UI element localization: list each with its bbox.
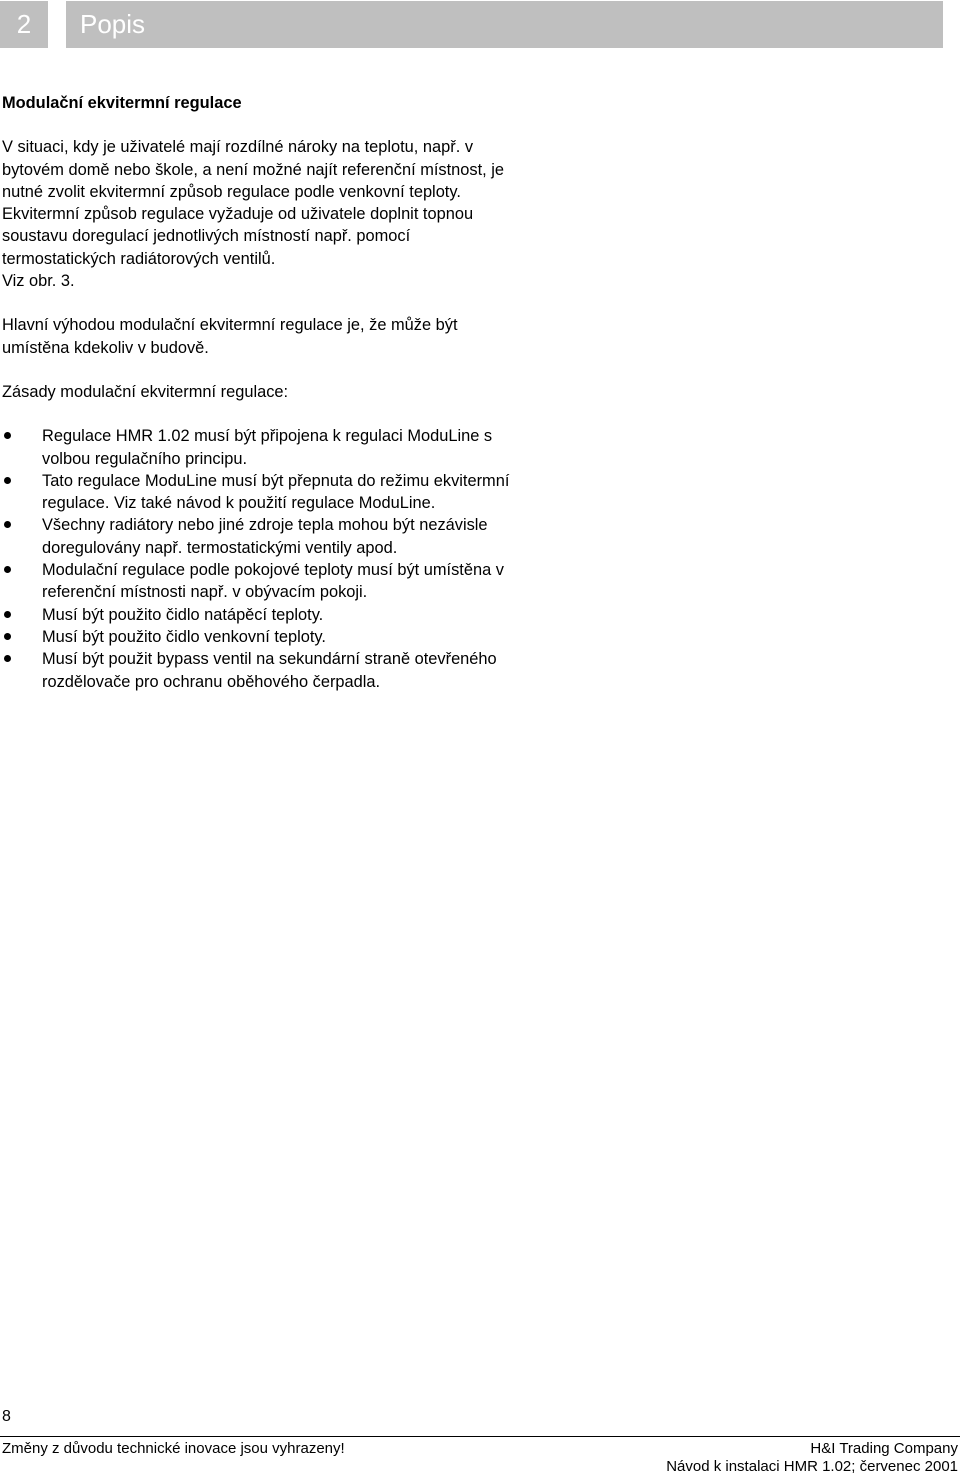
bullet-icon xyxy=(4,477,11,484)
bullet-icon xyxy=(4,566,11,573)
list-item-text: Musí být použit bypass ventil na sekundární straně otevřeného rozdělovače pro ochranu oběhového čerpadla. xyxy=(42,650,497,691)
list-item xyxy=(2,425,522,470)
paragraph: Hlavní výhodou modulační ekvitermní regulace je, že může být umístěna kdekoliv v budově. xyxy=(2,316,458,357)
list-item-text: Modulační regulace podle pokojové teploty musí být umístěna v referenční místnosti např. v obývacím pokoji. xyxy=(42,561,504,602)
page-number: 8 xyxy=(2,1408,11,1425)
list-item xyxy=(2,470,522,515)
footer-divider xyxy=(0,1436,960,1437)
main-content xyxy=(2,92,522,693)
bullet-icon xyxy=(4,432,11,439)
list-item-text: Musí být použito čidlo venkovní teploty. xyxy=(42,627,326,646)
list-item xyxy=(2,604,522,626)
bullet-icon xyxy=(4,655,11,662)
footer-document-info: Návod k instalaci HMR 1.02; červenec 2001 xyxy=(666,1458,958,1475)
list-item-text: Regulace HMR 1.02 musí být připojena k regulaci ModuLine s volbou regulačního principu. xyxy=(42,427,493,468)
bullet-icon xyxy=(4,521,11,528)
list-item xyxy=(2,559,522,604)
list-item-text: Tato regulace ModuLine musí být přepnuta do režimu ekvitermní regulace. Viz také návod k použití regulace ModuLine. xyxy=(42,471,510,513)
chapter-title: Popis xyxy=(66,1,943,48)
footer-disclaimer: Změny z důvodu technické inovace jsou vyhrazeny! xyxy=(2,1440,345,1457)
bullet-icon xyxy=(4,611,11,618)
section-title: Modulační ekvitermní regulace xyxy=(2,94,242,112)
figure-reference: Viz obr. 3. xyxy=(2,272,75,291)
chapter-number: 2 xyxy=(0,1,48,48)
principles-list xyxy=(2,425,522,693)
bullet-icon xyxy=(4,633,11,640)
list-item xyxy=(2,626,522,648)
footer-company: H&I Trading Company xyxy=(810,1440,958,1457)
list-item xyxy=(2,648,522,693)
list-item-text: Musí být použito čidlo natápěcí teploty. xyxy=(42,605,324,624)
list-item-text: Všechny radiátory nebo jiné zdroje tepla mohou být nezávisle doregulovány např. termostatickými ventily apod. xyxy=(42,516,488,557)
principles-intro: Zásady modulační ekvitermní regulace: xyxy=(2,382,289,401)
paragraph: Ekvitermní způsob regulace vyžaduje od uživatele doplnit topnou soustavu doregulací jednotlivých místností např. pomocí termostatických radiátorových ventilů. xyxy=(2,205,474,268)
list-item xyxy=(2,514,522,559)
paragraph: V situaci, kdy je uživatelé mají rozdílné nároky na teplotu, např. v bytovém domě nebo škole, a není možné najít referenční místnost, je nutné zvolit ekvitermní způsob regulace podle venkovní teploty. xyxy=(2,138,505,201)
